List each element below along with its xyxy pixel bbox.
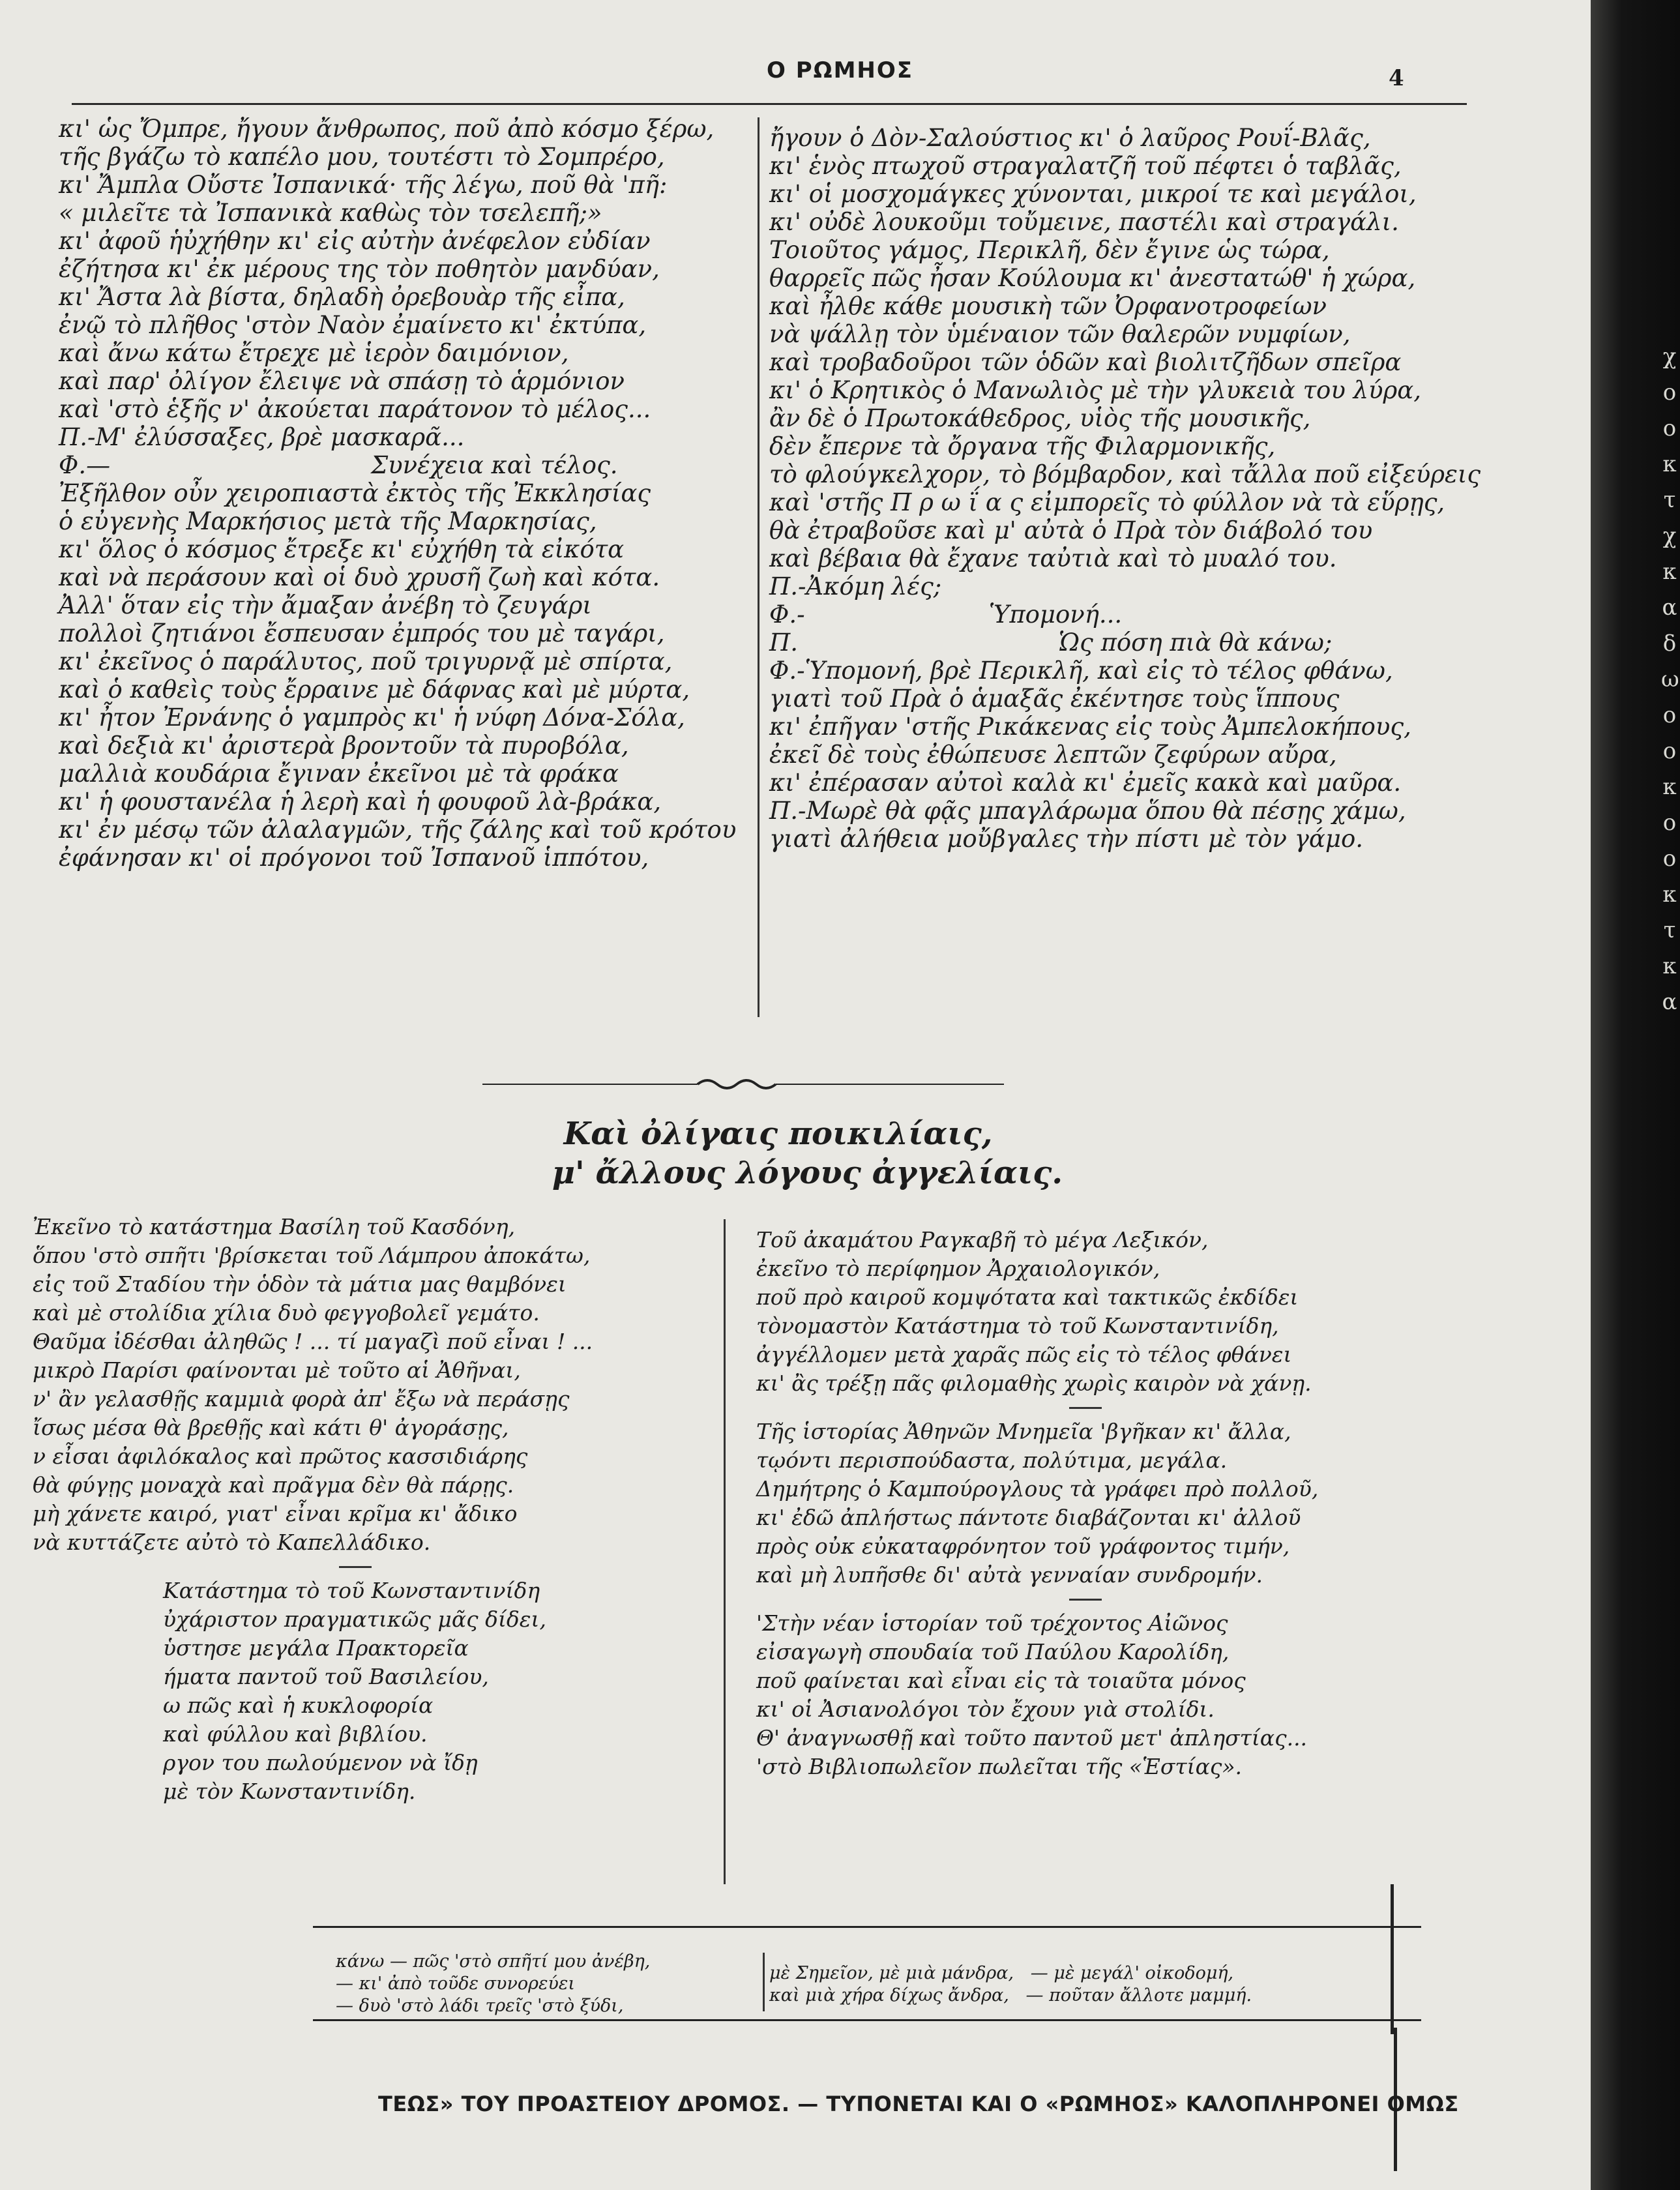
text-line: καὶ 'στῆς Π ρ ω ΐ α ς εἰμπορεῖς τὸ φύλλον νὰ τὰ εὕρῃς, [769, 488, 1445, 516]
text-line: Ἐκεῖνο τὸ κατάστημα Βασίλη τοῦ Κασδόνη, [33, 1214, 516, 1239]
text-line: ἐζήτησα κι' ἐκ μέρους της τὸν ποθητὸν μανδύαν, [59, 255, 660, 283]
footer-notice: ΤΕΩΣ» ΤΟΥ ΠΡΟΑΣΤΕΙΟΥ ΔΡΟΜΟΣ. — ΤΥΠΟΝΕΤΑΙ ΚΑΙ Ο «ΡΩΜΗΟΣ» ΚΑΛΟΠΛΗΡΟΝΕΙ ΟΜΩΣ [378, 2092, 1459, 2116]
text-line: ἴσως μέσα θὰ βρεθῇς καὶ κάτι θ' ἀγοράσῃς, [33, 1415, 509, 1440]
section-heading-line-2: μ' ἄλλους λόγους ἀγγελίαις. [552, 1155, 1063, 1191]
text-line: Π.-Ἀκόμη λές; [769, 572, 942, 600]
section-heading-line-1: Καὶ ὀλίγαις ποικιλίαις, [563, 1116, 993, 1152]
text-line: Τοῦ ἀκαμάτου Ραγκαβῆ τὸ μέγα Λεξικόν, [756, 1227, 1209, 1252]
ad-konstantinidis [33, 1576, 711, 1806]
text-line: κι' ἐκεῖνος ὁ παράλυτος, ποῦ τριγυρνᾷ μὲ σπίρτα, [59, 647, 673, 675]
edge-glyph: ο [1662, 415, 1677, 441]
text-line: ἐκεῖνο τὸ περίφημον Ἀρχαιολογικόν, [756, 1256, 1160, 1281]
advertisements-right [756, 1226, 1428, 1781]
text-line: θὰ φύγῃς μοναχὰ καὶ πρᾶγμα δὲν θὰ πάρῃς. [33, 1472, 514, 1498]
text-line: ὅπου 'στὸ σπῆτι 'βρίσκεται τοῦ Λάμπρου ἀποκάτω, [33, 1243, 591, 1268]
ad-separator [756, 1398, 1428, 1417]
text-line: κάνω — πῶς 'στὸ σπῆτί μου ἀνέβη, [336, 1951, 651, 1972]
edge-glyph: τ [1663, 487, 1676, 513]
text-line: ὁ εὐγενὴς Μαρκήσιος μετὰ τῆς Μαρκησίας, [59, 507, 597, 535]
text-line: ἤγουν ὁ Δὸν-Σαλούστιος κι' ὁ λαῦρος Ρουΐ-Βλᾶς, [769, 124, 1371, 152]
text-line: ἀγγέλλομεν μετὰ χαρᾶς πῶς εἰς τὸ τέλος φθάνει [756, 1342, 1292, 1367]
text-line: καὶ παρ' ὀλίγον ἔλειψε νὰ σπάσῃ τὸ ἁρμόνιον [59, 367, 625, 395]
text-line: κι' οὐδὲ λουκοῦμι τοὔμεινε, παστέλι καὶ στραγάλι. [769, 208, 1399, 236]
text-line: « μιλεῖτε τὰ Ἰσπανικὰ καθὼς τὸν τσελεπῆ;» [59, 199, 602, 227]
edge-glyph: δ [1662, 630, 1677, 657]
text-line: Τῆς ἱστορίας Ἀθηνῶν Μνημεῖα 'βγῆκαν κι' ἄλλα, [756, 1419, 1291, 1444]
edge-glyph: κ [1662, 953, 1677, 979]
text-line: ἂν δὲ ὁ Πρωτοκάθεδρος, υἱὸς τῆς μουσικῆς, [769, 404, 1311, 432]
text-line: κι' ἑνὸς πτωχοῦ στραγαλατζῆ τοῦ πέφτει ὁ ταβλᾶς, [769, 152, 1402, 180]
ad-kasdoni [33, 1213, 711, 1557]
text-line: ὐχάριστον πραγματικῶς μᾶς δίδει, [163, 1606, 546, 1632]
text-line: ὑστησε μεγάλα Πρακτορεῖα [163, 1635, 469, 1661]
ad-separator [33, 1557, 711, 1576]
text-line: 'στὸ Βιβλιοπωλεῖον πωλεῖται τῆς «Ἑστίας». [756, 1754, 1243, 1779]
text-line: κι' Ἄμπλα Οὔστε Ἰσπανικά· τῆς λέγω, ποῦ θὰ 'πῆ: [59, 171, 668, 199]
text-line: Π.-Μωρὲ θὰ φᾷς μπαγλάρωμα ὅπου θὰ πέσῃς χάμω, [769, 797, 1406, 825]
text-line: Κατάστημα τὸ τοῦ Κωνσταντινίδη [163, 1578, 540, 1603]
poem-column-right [769, 124, 1481, 853]
edge-glyph: χ [1662, 523, 1677, 549]
edge-glyph: ο [1662, 810, 1677, 836]
text-line: — κι' ἀπὸ τοῦδε συνορεύει [336, 1974, 575, 1994]
header-rule [72, 103, 1467, 105]
text-line: κι' ἐν μέσῳ τῶν ἀλαλαγμῶν, τῆς ζάλης καὶ τοῦ κρότου [59, 816, 737, 844]
text-line: γιατὶ τοῦ Πρὰ ὁ ἁμαξᾶς ἐκέντησε τοὺς ἵππους [769, 685, 1340, 713]
text-line: τὸ φλούγκελχορν, τὸ βόμβαρδον, καὶ τἄλλα ποῦ εἰξεύρεις [769, 460, 1481, 488]
edge-glyph: ο [1662, 738, 1677, 764]
text-line: μαλλιὰ κουδάρια ἔγιναν ἐκεῖνοι μὲ τὰ φράκα [59, 760, 619, 788]
text-line: θαρρεῖς πῶς ἦσαν Κούλουμα κι' ἀνεστατώθ' ἡ χώρα, [769, 264, 1416, 292]
text-line: νὰ κυττάζετε αὐτὸ τὸ Καπελλάδικο. [33, 1530, 431, 1555]
text-line: τῳόντι περισπούδαστα, πολύτιμα, μεγάλα. [756, 1447, 1228, 1473]
text-line: ν εἶσαι ἀφιλόκαλος καὶ πρῶτος κασσιδιάρης [33, 1443, 528, 1469]
edge-glyph: ω [1661, 666, 1679, 692]
text-line: 'Στὴν νέαν ἱστορίαν τοῦ τρέχοντος Αἰῶνος [756, 1610, 1228, 1636]
edge-glyph: τ [1663, 917, 1676, 943]
text-line: μὲ Σημεῖον, μὲ μιὰ μάνδρα, — μὲ μεγάλ' οἰκοδομή, [769, 1963, 1234, 1983]
edge-glyph: ο [1662, 846, 1677, 872]
text-line: ἐκεῖ δὲ τοὺς ἐθώπευσε λεπτῶν ζεφύρων αὔρα, [769, 741, 1337, 769]
text-line: Θαῦμα ἰδέσθαι ἀληθῶς ! ... τί μαγαζὶ ποῦ εἶναι ! ... [33, 1329, 593, 1354]
text-line: καὶ 'στὸ ἑξῆς ν' ἀκούεται παράτονον τὸ μέλος... [59, 395, 651, 423]
edge-glyph: κ [1662, 881, 1677, 908]
text-line: Δημήτρης ὁ Καμπούρογλους τὰ γράφει πρὸ πολλοῦ, [756, 1476, 1319, 1502]
edge-glyph: ο [1662, 702, 1677, 728]
text-line: κι' ἀφοῦ ἡὐχήθην κι' εἰς αὐτὴν ἀνέφελον εὐδίαν [59, 227, 651, 255]
ornamental-rule [482, 1074, 1004, 1094]
advertisements-left [33, 1213, 711, 1806]
text-line: κι' Ἄστα λὰ βίστα, δηλαδὴ ὀρεβουὰρ τῆς εἶπα, [59, 283, 625, 311]
text-line: κι' ἂς τρέξῃ πᾶς φιλομαθὴς χωρὶς καιρὸν νὰ χάνῃ. [756, 1370, 1312, 1396]
text-line: κι' ὁ Κρητικὸς ὁ Μανωλιὸς μὲ τὴν γλυκειὰ του λύρα, [769, 376, 1422, 404]
text-line: κι' ἐπῆγαν 'στῆς Ρικάκενας εἰς τοὺς Ἀμπελοκήπους, [769, 713, 1411, 741]
text-line: Φ.— Συνέχεια καὶ τέλος. [59, 451, 618, 479]
text-line: κι' ὡς Ὄμπρε, ἤγουν ἄνθρωπος, ποῦ ἀπὸ κόσμο ξέρω, [59, 115, 715, 143]
footer-box-divider [763, 1953, 765, 2011]
text-line: τὸνομαστὸν Κατάστημα τὸ τοῦ Κωνσταντινίδη, [756, 1313, 1279, 1339]
text-line: κι' ἐδῶ ἀπλήστως πάντοτε διαβάζονται κι' ἀλλοῦ [756, 1505, 1301, 1530]
ad-rangavis-lexicon [756, 1226, 1428, 1398]
text-line: κι' ὅλος ὁ κόσμος ἔτρεξε κι' εὐχήθη τὰ εἰκότα [59, 535, 625, 563]
poem-column-left [59, 115, 756, 872]
text-line: ἐνῷ τὸ πλῆθος 'στὸν Ναὸν ἐμαίνετο κι' ἐκτύπα, [59, 311, 647, 339]
edge-glyph: κ [1662, 559, 1677, 585]
text-line: ν' ἂν γελασθῇς καμμιὰ φορὰ ἀπ' ἔξω νὰ περάσῃς [33, 1386, 570, 1412]
text-line: Θ' ἀναγνωσθῇ καὶ τοῦτο παντοῦ μετ' ἀπληστίας... [756, 1725, 1308, 1751]
text-line: Φ.- Ὑπομονή... [769, 600, 1123, 629]
text-line: ποῦ πρὸ καιροῦ κομψότατα καὶ τακτικῶς ἐκδίδει [756, 1284, 1299, 1310]
text-line: εἰσαγωγὴ σπουδαία τοῦ Παύλου Καρολίδη, [756, 1639, 1230, 1665]
text-line: Ἀλλ' ὅταν εἰς τὴν ἄμαξαν ἀνέβη τὸ ζευγάρι [59, 591, 592, 619]
text-line: καὶ ὁ καθεὶς τοὺς ἔρραινε μὲ δάφνας καὶ μὲ μύρτα, [59, 675, 690, 703]
text-line: νὰ ψάλλῃ τὸν ὑμέναιον τῶν θαλερῶν νυμφίων, [769, 320, 1351, 348]
edge-glyph: χ [1662, 344, 1677, 370]
text-line: καὶ ἄνω κάτω ἔτρεχε μὲ ἱερὸν δαιμόνιον, [59, 339, 569, 367]
text-line: ποῦ φαίνεται καὶ εἶναι εἰς τὰ τοιαῦτα μόνος [756, 1668, 1246, 1693]
text-line: κι' ἦτον Ἐρνάνης ὁ γαμπρὸς κι' ἡ νύφη Δόνα-Σόλα, [59, 703, 685, 732]
text-line: μὲ τὸν Κωνσταντινίδη. [163, 1779, 416, 1804]
edge-glyph: κ [1662, 774, 1677, 800]
text-line: δὲν ἔπερνε τὰ ὄργανα τῆς Φιλαρμονικῆς, [769, 432, 1276, 460]
ad-separator [756, 1590, 1428, 1609]
text-line: καὶ φύλλου καὶ βιβλίου. [163, 1721, 428, 1747]
text-line: καὶ βέβαια θὰ ἔχανε ταὐτιὰ καὶ τὸ μυαλό του. [769, 544, 1337, 572]
text-line: καὶ νὰ περάσουν καὶ οἱ δυὸ χρυσῆ ζωὴ καὶ κότα. [59, 563, 660, 591]
text-line: μικρὸ Παρίσι φαίνονται μὲ τοῦτο αἱ Ἀθῆναι, [33, 1357, 521, 1383]
text-line: — δυὸ 'στὸ λάδι τρεῖς 'στὸ ξύδι, [336, 1996, 624, 2016]
edge-glyph: α [1662, 989, 1677, 1015]
text-line: κι' ἡ φουστανέλα ἡ λερὴ καὶ ἡ φουφοῦ λὰ-βράκα, [59, 788, 662, 816]
footer-verse-right [769, 1962, 1252, 2007]
text-line: καὶ δεξιὰ κι' ἀριστερὰ βροντοῦν τὰ πυροβόλα, [59, 732, 629, 760]
text-line: μὴ χάνετε καιρό, γιατ' εἶναι κρῖμα κι' ἄδικο [33, 1501, 518, 1526]
text-line: Φ.-Ὑπομονή, βρὲ Περικλῆ, καὶ εἰς τὸ τέλος φθάνω, [769, 657, 1393, 685]
text-line: καὶ μὲ στολίδια χίλια δυὸ φεγγοβολεῖ γεμάτο. [33, 1300, 540, 1325]
text-line: θὰ ἐτραβοῦσε καὶ μ' αὐτὰ ὁ Πρὰ τὸν διάβολό του [769, 516, 1373, 544]
column-divider [758, 117, 759, 1017]
adjacent-page-edge [1661, 339, 1678, 1020]
text-line: ργον του πωλούμενον νὰ ἴδῃ [163, 1750, 478, 1775]
ad-estia-history [756, 1609, 1428, 1781]
text-line: καὶ ἦλθε κάθε μουσικὴ τῶν Ὀρφανοτροφείων [769, 292, 1327, 320]
text-line: γιατὶ ἀλήθεια μοὔβγαλες τὴν πίστι μὲ τὸν γάμο. [769, 825, 1363, 853]
text-line: καὶ μιὰ χήρα δίχως ἄνδρα, — ποῦταν ἄλλοτε μαμμή. [769, 1985, 1252, 2005]
text-line: εἰς τοῦ Σταδίου τὴν ὁδὸν τὰ μάτια μας θαμβόνει [33, 1271, 567, 1297]
ad-athens-monuments [756, 1417, 1428, 1590]
text-line: πρὸς οὐκ εὐκαταφρόνητον τοῦ γράφοντος τιμήν, [756, 1533, 1290, 1559]
text-line: ἐφάνησαν κι' οἱ πρόγονοι τοῦ Ἰσπανοῦ ἱππότου, [59, 844, 649, 872]
text-line: Τοιοῦτος γάμος, Περικλῆ, δὲν ἔγινε ὡς τώρα, [769, 236, 1330, 264]
text-line: τῆς βγάζω τὸ καπέλο μου, τουτέστι τὸ Σομπρέρο, [59, 143, 665, 171]
text-line: πολλοὶ ζητιάνοι ἔσπευσαν ἐμπρός του μὲ ταγάρι, [59, 619, 665, 647]
edge-glyph: α [1662, 595, 1677, 621]
newspaper-title: Ο ΡΩΜΗΟΣ [767, 57, 913, 83]
text-line: Π.-Μ' ἐλύσσαξες, βρὲ μασκαρᾶ... [59, 423, 465, 451]
footer-vertical-rule [1391, 1884, 1394, 2034]
text-line: καὶ μὴ λυπῆσθε δι' αὐτὰ γενναίαν συνδρομήν. [756, 1562, 1263, 1588]
edge-glyph: ο [1662, 379, 1677, 406]
text-line: κι' ἐπέρασαν αὐτοὶ καλὰ κι' ἐμεῖς κακὰ καὶ μαῦρα. [769, 769, 1402, 797]
text-line: κι' οἱ Ἀσιανολόγοι τὸν ἔχουν γιὰ στολίδι. [756, 1696, 1215, 1722]
text-line: ήματα παντοῦ τοῦ Βασιλείου, [163, 1664, 489, 1689]
text-line: ω πῶς καὶ ἡ κυκλοφορία [163, 1693, 434, 1718]
text-line: καὶ τροβαδοῦροι τῶν ὁδῶν καὶ βιολιτζῆδων σπεῖρα [769, 348, 1402, 376]
edge-glyph: κ [1662, 451, 1677, 477]
ads-divider [724, 1219, 726, 1884]
footer-verse-left [336, 1951, 650, 2017]
page-number: 4 [1389, 65, 1404, 91]
page-edge-shadow [1591, 0, 1680, 2190]
text-line: Π. Ὡς πόση πιὰ θὰ κάνω; [769, 629, 1333, 657]
text-line: κι' οἱ μοσχομάγκες χύνονται, μικροί τε καὶ μεγάλοι, [769, 180, 1417, 208]
text-line: Ἐξῆλθον οὖν χειροπιαστὰ ἐκτὸς τῆς Ἐκκλησίας [59, 479, 651, 507]
